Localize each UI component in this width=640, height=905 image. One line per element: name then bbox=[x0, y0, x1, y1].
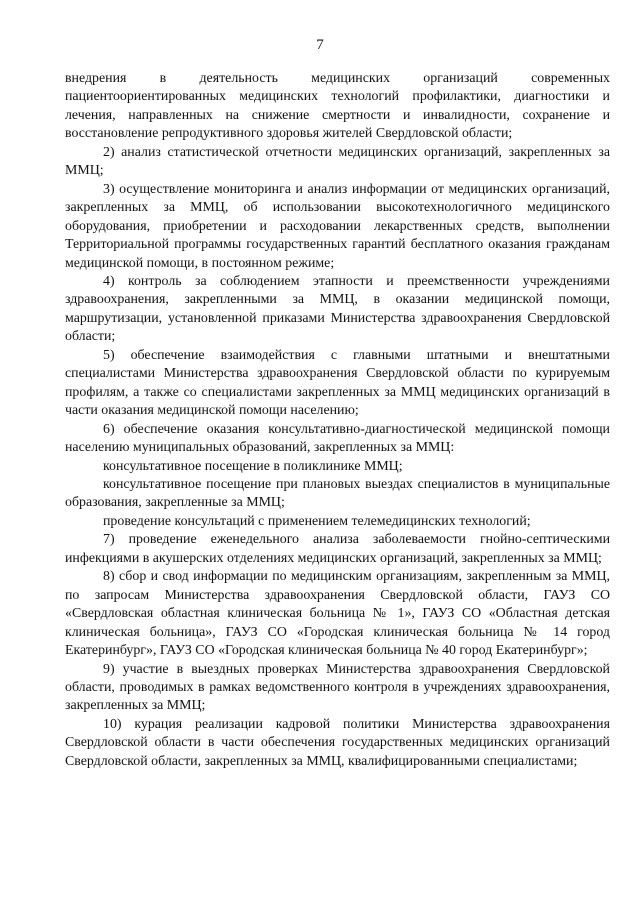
paragraph-item-7: 7) проведение еженедельного анализа заболеваемости гнойно-септическими инфекциями в акушерских отделениях медицинских организаций, закрепленных за ММЦ; bbox=[65, 532, 610, 566]
paragraph-item-5: 5) обеспечение взаимодействия с главными штатными и внештатными специалистами Министерства здравоохранения Свердловской области по курируемым профилям, а также со специалистами закрепленных за ММЦ медицинских организаций в части оказания медицинской помощи населению; bbox=[65, 347, 610, 419]
paragraph-item-10: 10) курация реализации кадровой политики Министерства здравоохранения Свердловской области в части обеспечения государственных медицинских организаций Свердловской области, закрепленных за ММЦ, квалифицированными специалистами; bbox=[65, 716, 610, 769]
paragraph-subitem-telemedicine: проведение консультаций с применением телемедицинских технологий; bbox=[103, 513, 531, 529]
paragraph-item-2: 2) анализ статистической отчетности медицинских организаций, закрепленных за ММЦ; bbox=[65, 144, 610, 179]
paragraph-continuation: внедрения в деятельность медицинских организаций современных пациентоориентированных медицинских технологий профилактики, диагностики и лечения, направленных на снижение смертности и инвалидности, сохранение и восстановление репродуктивного здоровья жителей Свердловской области; bbox=[65, 71, 610, 142]
paragraph-subitem-clinic-visit: консультативное посещение в поликлинике ММЦ; bbox=[103, 458, 403, 474]
document-body bbox=[65, 70, 610, 771]
paragraph-item-4: 4) контроль за соблюдением этапности и преемственности учреждениями здравоохранения, закрепленными за ММЦ, в оказании медицинской помощи, маршрутизации, установленной приказами Министерства здравоохранения Свердловской области; bbox=[65, 273, 610, 345]
paragraph-item-8: 8) сбор и свод информации по медицинским организациям, закрепленным за ММЦ, по запросам Министерства здравоохранения Свердловской области, ГАУЗ СО «Свердловская областная клиническая больница № 1», ГАУЗ СО «Областная детская клиническая больница», ГАУЗ СО «Городская клиническая больница № 14 город Екатеринбург», ГАУЗ СО «Городская клиническая больница № 40 город Екатеринбург»; bbox=[65, 569, 610, 659]
paragraph-subitem-field-visit: консультативное посещение при плановых выездах специалистов в муниципальные образования, закрепленные за ММЦ; bbox=[65, 476, 610, 511]
page-number: 7 bbox=[316, 37, 324, 53]
paragraph-item-3: 3) осуществление мониторинга и анализ информации от медицинских организаций, закрепленных за ММЦ, об использовании высокотехнологичного медицинского оборудования, приобретении и расходовании лекарственных средств, выполнении Территориальной программы государственных гарантий бесплатного оказания гражданам медицинской помощи, в постоянном режиме; bbox=[65, 181, 610, 271]
paragraph-item-9: 9) участие в выездных проверках Министерства здравоохранения Свердловской области, проводимых в рамках ведомственного контроля в учреждениях здравоохранения, закрепленных за ММЦ; bbox=[65, 661, 610, 714]
paragraph-item-6: 6) обеспечение оказания консультативно-диагностической медицинской помощи населению муниципальных образований, закрепленных за ММЦ: bbox=[65, 421, 610, 456]
